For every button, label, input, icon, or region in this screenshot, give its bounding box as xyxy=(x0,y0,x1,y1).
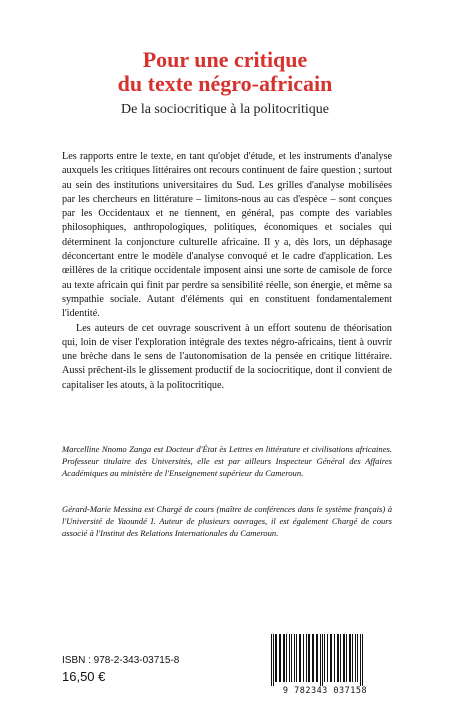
barcode-bar xyxy=(340,634,341,682)
barcode-bar xyxy=(306,634,307,682)
barcode-bar xyxy=(308,634,310,682)
barcode-bar xyxy=(273,634,274,686)
barcode-bar xyxy=(327,634,328,682)
barcode-bar xyxy=(279,634,281,682)
barcode-bar xyxy=(360,634,361,686)
barcode-bar xyxy=(294,634,295,682)
barcode-bar xyxy=(352,634,353,682)
barcode-bar xyxy=(322,634,323,686)
barcode-bar xyxy=(346,634,347,682)
barcode xyxy=(265,632,385,700)
barcode-bar xyxy=(275,634,277,682)
barcode-bar xyxy=(291,634,292,682)
barcode-bar xyxy=(283,634,285,682)
barcode-bar xyxy=(303,634,304,682)
barcode-bar xyxy=(316,634,318,682)
book-subtitle: De la sociocritique à la politocritique xyxy=(121,102,329,117)
price-label: 16,50 € xyxy=(62,669,106,684)
isbn-label: ISBN : 978-2-343-03715-8 xyxy=(62,655,180,666)
barcode-bar xyxy=(320,634,321,686)
title-line-1: Pour une critique xyxy=(142,47,308,72)
barcode-bar xyxy=(289,634,290,682)
barcode-bars xyxy=(265,632,385,686)
barcode-bar xyxy=(337,634,339,682)
barcode-bar xyxy=(362,634,363,686)
barcode-bar xyxy=(343,634,345,682)
barcode-bar xyxy=(271,634,272,686)
barcode-bar xyxy=(312,634,314,682)
barcode-bar xyxy=(324,634,325,682)
title-line-2: du texte négro-africain xyxy=(117,71,333,96)
barcode-bar xyxy=(357,634,358,682)
barcode-number: 9 782343 037158 xyxy=(282,686,368,696)
barcode-bar xyxy=(299,634,301,682)
author-bio-2: Gérard-Marie Messina est Chargé de cours (maître de conférences dans le système français) à l'Université de Yaoundé I. Auteur de plusieurs ouvrages, il est également Chargé de cours associé à l'Institut des Relations Internationales du Cameroun. xyxy=(62,504,392,539)
barcode-bar xyxy=(349,634,351,682)
summary-paragraph-2: Les auteurs de cet ouvrage souscrivent à un effort soutenu de théorisation qui, loin de viser l'exploration intégrale des textes négro-africains, tient à ouvrir une brèche dans le sens de l'autonomisation de la pensée en critique littéraire. Aussi prêchent-ils le glissement productif de la sociocritique, dont il convient de capitaliser les atouts, à la politocritique. xyxy=(62,322,392,391)
barcode-bar xyxy=(286,634,287,682)
author-bio-1: Marcelline Nnomo Zanga est Docteur d'État ès Lettres en littérature et civilisations africaines. Professeur titulaire des Universités, elle est par ailleurs Inspecteur Général des Affaires Académiques au ministère de l'Enseignement supérieur du Cameroun. xyxy=(62,444,392,479)
barcode-bar xyxy=(355,634,356,682)
book-title xyxy=(0,48,450,96)
barcode-bar xyxy=(330,634,332,682)
barcode-bar xyxy=(296,634,297,682)
summary-text xyxy=(62,150,392,393)
summary-paragraph-1: Les rapports entre le texte, en tant qu'objet d'étude, et les instruments d'analyse auxquels les critiques littéraires ont recours continuent de faire question ; surtout au sein des institutions universitaires du Sud. Les grilles d'analyse mobilisées par les chercheurs en littérature – limitons-nous au cas d'espèce – sont conçues par les Occidentaux et ne tiennent, en général, pas compte des variables philosophiques, anthropologiques, politiques, économiques et sociales qui déterminent la conjoncture culturelle africaine. Il y a, dès lors, un déphasage déconcertant entre le modèle d'analyse convoqué et le cadre d'application. Les œillères de la critique occidentale imposent ainsi une sorte de camisole de force au texte africain qui finit par perdre sa sensibilité réelle, son énergie, et même sa sympathie sociale. Autant d'éléments qui en constituent fondamentalement l'identité. xyxy=(62,151,392,320)
barcode-bar xyxy=(334,634,335,682)
